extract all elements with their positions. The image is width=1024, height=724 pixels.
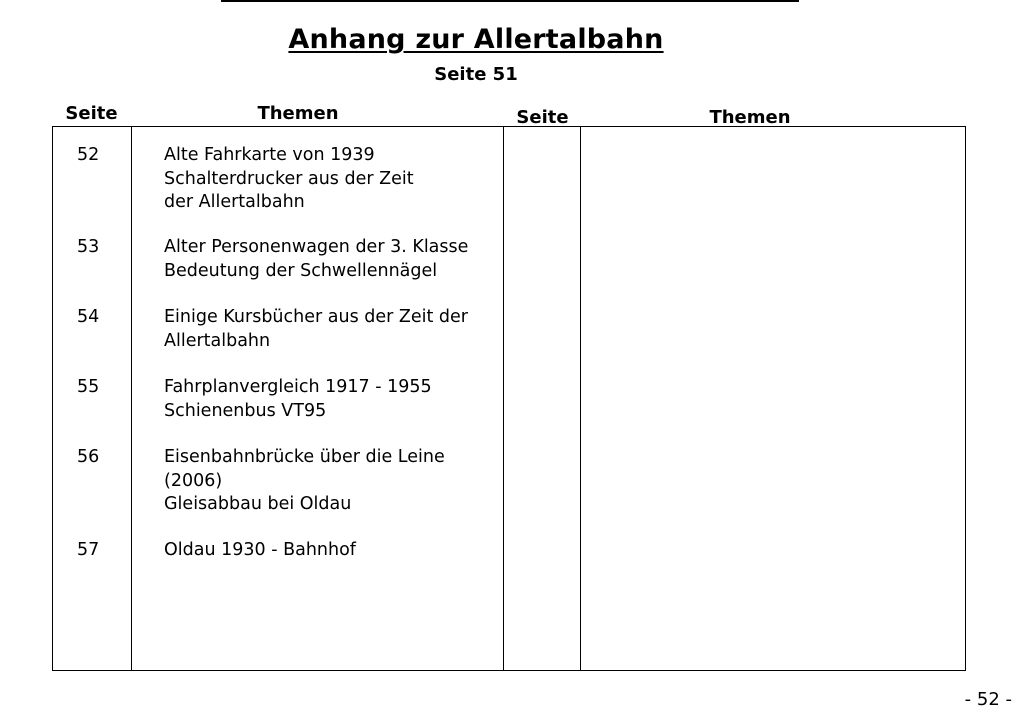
topic-line: Alte Fahrkarte von 1939 — [164, 145, 375, 165]
page-title: Anhang zur Allertalbahn — [288, 24, 664, 55]
top-rule — [221, 0, 799, 2]
row-page-number: 53 — [77, 237, 100, 257]
row-page-number: 55 — [77, 377, 100, 397]
row-topics — [164, 539, 356, 563]
topic-line: (2006) — [164, 470, 223, 491]
row-page-number: 56 — [77, 447, 100, 467]
topic-line: Fahrplanvergleich 1917 - 1955 — [164, 377, 432, 397]
topic-line: Schienenbus VT95 — [164, 400, 327, 421]
row-topics — [164, 446, 445, 517]
topic-line: Bedeutung der Schwellennägel — [164, 260, 438, 281]
topic-line: Allertalbahn — [164, 330, 271, 351]
topic-line: der Allertalbahn — [164, 192, 305, 212]
row-topics — [164, 376, 432, 423]
topic-line: Eisenbahnbrücke über die Leine — [164, 447, 445, 467]
topic-line: Einige Kursbücher aus der Zeit der — [164, 307, 468, 327]
topic-line: Schalterdrucker aus der Zeit — [164, 168, 414, 189]
footer-page-number: - 52 - — [964, 689, 1012, 710]
row-topics — [164, 144, 414, 215]
row-page-number: 57 — [77, 540, 100, 560]
column-divider-3 — [580, 127, 582, 670]
topic-line: Oldau 1930 - Bahnhof — [164, 540, 356, 560]
contents-table — [52, 126, 966, 671]
column-divider-1 — [131, 127, 133, 670]
right-page-header: Seite — [516, 107, 569, 128]
right-topics-header: Themen — [709, 107, 791, 128]
row-topics — [164, 236, 468, 283]
page-subtitle: Seite 51 — [434, 64, 518, 85]
topic-line: Gleisabbau bei Oldau — [164, 494, 352, 514]
row-page-number: 52 — [77, 145, 100, 165]
row-page-number: 54 — [77, 307, 100, 327]
topic-line: Alter Personenwagen der 3. Klasse — [164, 237, 469, 257]
column-divider-2 — [503, 127, 505, 670]
left-page-header: Seite — [65, 103, 118, 124]
left-topics-header: Themen — [257, 103, 339, 124]
row-topics — [164, 306, 468, 353]
